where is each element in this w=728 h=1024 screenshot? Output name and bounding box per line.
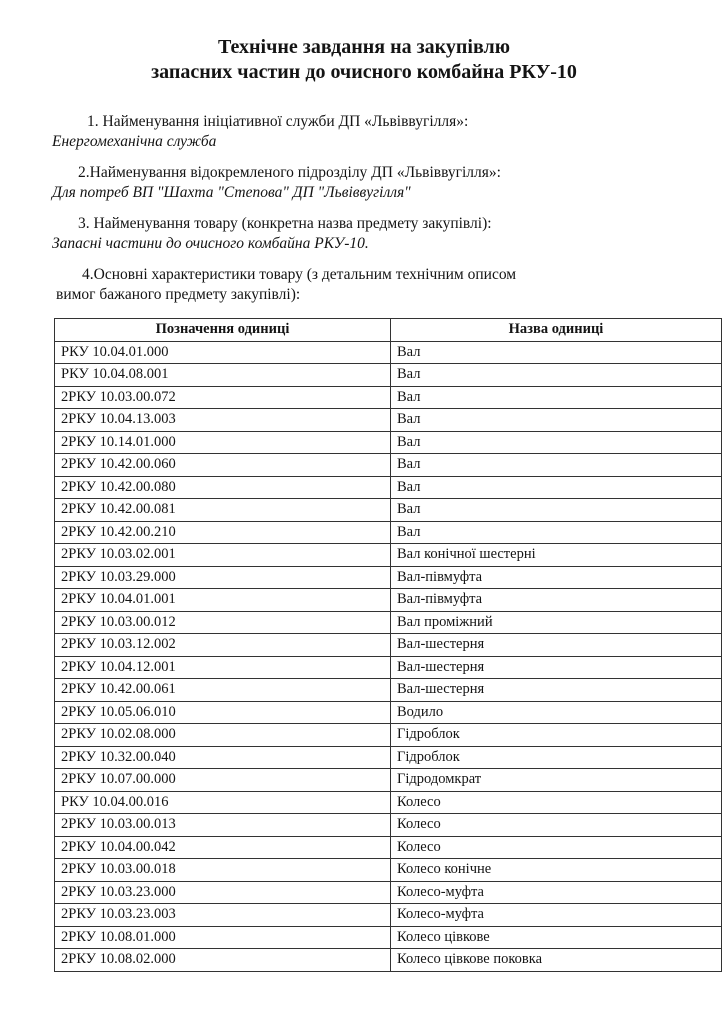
table-row [55,454,722,477]
name-cell: Колесо-муфта [391,881,722,904]
table-row [55,814,722,837]
designation-cell: 2РКУ 10.42.00.080 [55,476,391,499]
table-row [55,589,722,612]
table-row [55,949,722,972]
name-cell: Вал-півмуфта [391,566,722,589]
designation-cell: 2РКУ 10.42.00.210 [55,521,391,544]
table-row [55,791,722,814]
name-cell: Вал [391,521,722,544]
designation-cell: 2РКУ 10.03.29.000 [55,566,391,589]
document-title-line-2: запасних частин до очисного комбайна РКУ-10 [151,61,577,83]
name-cell: Колесо цівкове поковка [391,949,722,972]
designation-cell: 2РКУ 10.04.01.001 [55,589,391,612]
designation-cell: 2РКУ 10.02.08.000 [55,724,391,747]
table-row [55,521,722,544]
name-cell: Вал [391,364,722,387]
item-3-answer: Запасні частини до очисного комбайна РКУ-10. [52,235,369,252]
table-row [55,386,722,409]
name-cell: Водило [391,701,722,724]
designation-cell: 2РКУ 10.03.00.018 [55,859,391,882]
table-row [55,724,722,747]
item-4-line-2: вимог бажаного предмету закупівлі): [56,286,301,303]
item-4-line-1: 4.Основні характеристики товару (з детальним технічним описом [82,266,517,283]
name-cell: Вал [391,341,722,364]
table-row [55,904,722,927]
name-cell: Вал [391,476,722,499]
name-cell: Вал-шестерня [391,656,722,679]
designation-cell: 2РКУ 10.08.02.000 [55,949,391,972]
item-2-answer: Для потреб ВП "Шахта "Степова" ДП "Львіввугілля" [52,184,411,201]
table-row [55,499,722,522]
name-cell: Вал проміжний [391,611,722,634]
table-row [55,836,722,859]
table-row [55,364,722,387]
designation-cell: 2РКУ 10.04.00.042 [55,836,391,859]
designation-cell: 2РКУ 10.03.12.002 [55,634,391,657]
designation-cell: 2РКУ 10.08.01.000 [55,926,391,949]
name-cell: Вал-шестерня [391,679,722,702]
table-row [55,679,722,702]
name-cell: Вал [391,431,722,454]
table-header-row [55,319,722,342]
designation-cell: РКУ 10.04.01.000 [55,341,391,364]
name-cell: Вал конічної шестерні [391,544,722,567]
name-cell: Вал [391,454,722,477]
name-cell: Колесо [391,791,722,814]
table-row [55,701,722,724]
item-2-question: 2.Найменування відокремленого підрозділу ДП «Львіввугілля»: [78,164,501,181]
name-cell: Вал [391,499,722,522]
table-row [55,769,722,792]
table-row [55,881,722,904]
designation-cell: РКУ 10.04.08.001 [55,364,391,387]
table-row [55,611,722,634]
header-name: Назва одиниці [391,319,722,342]
name-cell: Гідродомкрат [391,769,722,792]
table-row [55,656,722,679]
name-cell: Колесо [391,814,722,837]
name-cell: Гідроблок [391,746,722,769]
name-cell: Колесо [391,836,722,859]
designation-cell: 2РКУ 10.04.12.001 [55,656,391,679]
name-cell: Гідроблок [391,724,722,747]
designation-cell: 2РКУ 10.03.00.012 [55,611,391,634]
table-row [55,409,722,432]
name-cell: Колесо конічне [391,859,722,882]
name-cell: Колесо цівкове [391,926,722,949]
name-cell: Вал [391,409,722,432]
item-3-question: 3. Найменування товару (конкретна назва предмету закупівлі): [78,215,492,232]
name-cell: Колесо-муфта [391,904,722,927]
table-row [55,341,722,364]
table-row [55,544,722,567]
table-row [55,566,722,589]
designation-cell: 2РКУ 10.03.00.013 [55,814,391,837]
table-row [55,431,722,454]
designation-cell: 2РКУ 10.32.00.040 [55,746,391,769]
designation-cell: 2РКУ 10.03.02.001 [55,544,391,567]
name-cell: Вал-шестерня [391,634,722,657]
designation-cell: 2РКУ 10.05.06.010 [55,701,391,724]
designation-cell: 2РКУ 10.03.23.000 [55,881,391,904]
designation-cell: РКУ 10.04.00.016 [55,791,391,814]
name-cell: Вал [391,386,722,409]
designation-cell: 2РКУ 10.03.00.072 [55,386,391,409]
designation-cell: 2РКУ 10.07.00.000 [55,769,391,792]
table-row [55,476,722,499]
document-title-line-1: Технічне завдання на закупівлю [217,36,511,58]
item-1-answer: Енергомеханічна служба [52,133,217,150]
table-row [55,926,722,949]
designation-cell: 2РКУ 10.42.00.081 [55,499,391,522]
designation-cell: 2РКУ 10.04.13.003 [55,409,391,432]
item-1-question: 1. Найменування ініціативної служби ДП «Львіввугілля»: [87,113,469,130]
designation-cell: 2РКУ 10.42.00.060 [55,454,391,477]
parts-table [54,318,722,972]
designation-cell: 2РКУ 10.03.23.003 [55,904,391,927]
designation-cell: 2РКУ 10.14.01.000 [55,431,391,454]
designation-cell: 2РКУ 10.42.00.061 [55,679,391,702]
table-row [55,634,722,657]
table-row [55,859,722,882]
table-row [55,746,722,769]
name-cell: Вал-півмуфта [391,589,722,612]
header-designation: Позначення одиниці [55,319,391,342]
